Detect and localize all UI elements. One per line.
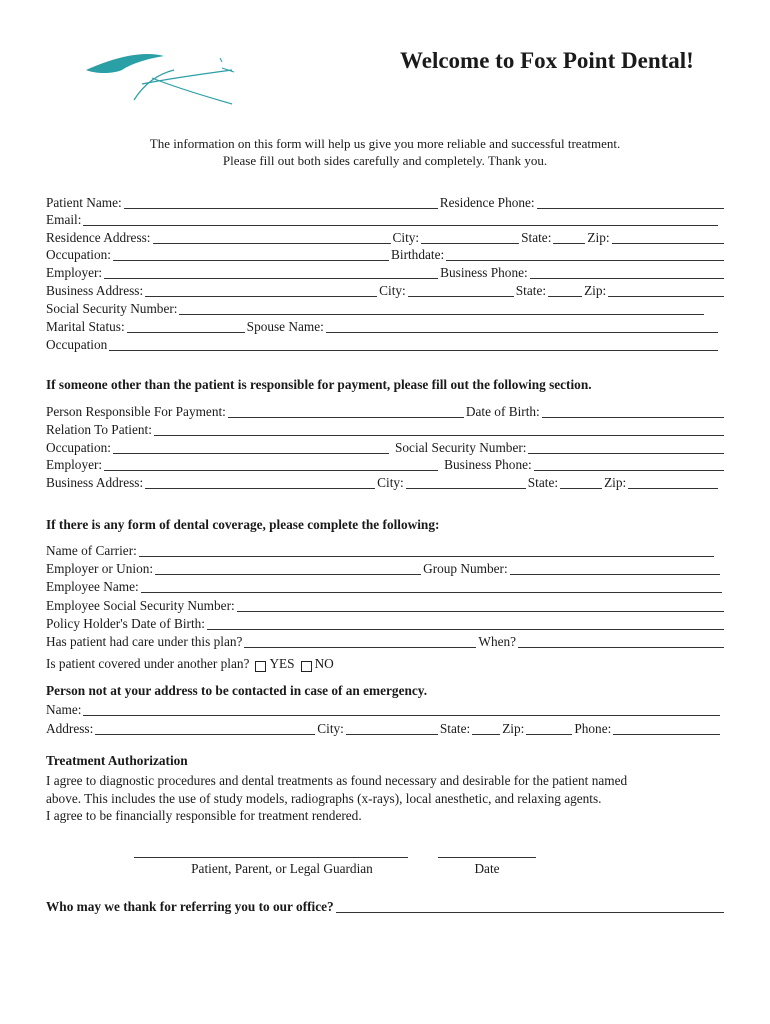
coverage-heading: If there is any form of dental coverage, please complete the following: (46, 517, 440, 532)
emergency-city-field[interactable] (346, 722, 438, 735)
residence-address-label: Residence Address: (46, 230, 151, 245)
relation-field[interactable] (154, 423, 724, 436)
business-city-field[interactable] (408, 284, 514, 297)
signature-label: Patient, Parent, or Legal Guardian (191, 861, 373, 876)
coverage-row-7 (46, 655, 726, 672)
residence-phone-field[interactable] (537, 196, 724, 209)
birthdate-label: Birthdate: (391, 247, 445, 262)
patient-row-5 (46, 264, 726, 281)
yes-label: YES (269, 656, 295, 671)
responsible-zip-field[interactable] (628, 476, 718, 489)
emergency-zip-label: Zip: (502, 721, 525, 736)
business-phone-field[interactable] (530, 266, 724, 279)
employer-label: Employer: (46, 265, 103, 280)
intro-line-2: Please fill out both sides carefully and completely. Thank you. (222, 153, 548, 168)
responsible-row-4 (46, 456, 726, 473)
spouse-name-label: Spouse Name: (246, 319, 324, 334)
coverage-row-5 (46, 615, 726, 632)
email-label: Email: (46, 212, 82, 227)
responsible-heading: If someone other than the patient is responsible for payment, please fill out the following section. (46, 377, 592, 392)
yes-checkbox[interactable] (255, 661, 266, 672)
patient-row-3 (46, 229, 726, 246)
spouse-occupation-field[interactable] (109, 338, 718, 351)
authorization-line-3: I agree to be financially responsible for treatment rendered. (46, 808, 362, 823)
state-label: State: (521, 230, 552, 245)
employee-name-field[interactable] (141, 580, 722, 593)
marital-status-field[interactable] (127, 320, 245, 333)
referral-row (46, 898, 726, 915)
patient-row-8 (46, 318, 726, 335)
holder-dob-label: Policy Holder's Date of Birth: (46, 616, 205, 631)
patient-name-field[interactable] (124, 196, 438, 209)
business-phone-label: Business Phone: (440, 265, 528, 280)
residence-phone-label: Residence Phone: (439, 195, 535, 210)
emergency-heading: Person not at your address to be contacted in case of an emergency. (46, 683, 428, 698)
emergency-phone-field[interactable] (613, 722, 720, 735)
emergency-row-1 (46, 701, 726, 718)
emergency-state-label: State: (439, 721, 471, 736)
had-care-field[interactable] (244, 635, 476, 648)
business-state-field[interactable] (548, 284, 582, 297)
responsible-zip-label: Zip: (604, 475, 627, 490)
carrier-label: Name of Carrier: (46, 543, 137, 558)
patient-row-6 (46, 282, 726, 299)
responsible-city-field[interactable] (406, 476, 526, 489)
state-field[interactable] (553, 231, 585, 244)
emergency-row-2 (46, 720, 726, 737)
ssn-field[interactable] (179, 302, 704, 315)
no-label: NO (314, 656, 334, 671)
coverage-row-1 (46, 542, 726, 559)
responsible-ssn-label: Social Security Number: (395, 440, 527, 455)
patient-row-2 (46, 211, 726, 228)
ssn-label: Social Security Number: (46, 301, 178, 316)
holder-dob-field[interactable] (207, 617, 724, 630)
patient-row-9 (46, 336, 726, 353)
responsible-employer-field[interactable] (104, 458, 438, 471)
intro-line-1: The information on this form will help us give you more reliable and successful treatment. (149, 136, 621, 151)
coverage-row-4 (46, 597, 726, 614)
no-checkbox[interactable] (301, 661, 312, 672)
responsible-business-address-field[interactable] (145, 476, 375, 489)
responsible-dob-field[interactable] (542, 405, 724, 418)
carrier-field[interactable] (139, 544, 714, 557)
referral-field[interactable] (336, 900, 724, 913)
patient-row-4 (46, 246, 726, 263)
responsible-row-5 (46, 474, 726, 491)
patient-row-1 (46, 194, 726, 211)
responsible-row-2 (46, 421, 726, 438)
responsible-ssn-field[interactable] (528, 441, 724, 454)
other-plan-label: Is patient covered under another plan? (46, 656, 250, 671)
authorization-line-2: above. This includes the use of study models, radiographs (x-rays), local anesthetic, and relaxing agents. (46, 790, 602, 806)
date-label: Date (474, 861, 500, 876)
fox-point-logo (82, 44, 242, 114)
authorization-heading: Treatment Authorization (46, 753, 188, 768)
occupation-field[interactable] (113, 248, 389, 261)
employee-ssn-label: Employee Social Security Number: (46, 598, 235, 613)
business-address-label: Business Address: (46, 283, 144, 298)
employer-union-label: Employer or Union: (46, 561, 154, 576)
spouse-occupation-label: Occupation (46, 337, 108, 352)
employee-name-label: Employee Name: (46, 579, 139, 594)
responsible-state-label: State: (527, 475, 559, 490)
employee-ssn-field[interactable] (237, 599, 724, 612)
emergency-zip-field[interactable] (526, 722, 572, 735)
coverage-row-2 (46, 560, 726, 577)
emergency-state-field[interactable] (472, 722, 500, 735)
business-zip-label: Zip: (584, 283, 607, 298)
responsible-occupation-field[interactable] (113, 441, 389, 454)
emergency-city-label: City: (317, 721, 344, 736)
coverage-row-6 (46, 633, 726, 650)
business-zip-field[interactable] (608, 284, 724, 297)
city-label: City: (392, 230, 420, 245)
city-field[interactable] (421, 231, 519, 244)
employer-union-field[interactable] (155, 562, 421, 575)
person-responsible-label: Person Responsible For Payment: (46, 404, 226, 419)
zip-label: Zip: (587, 230, 610, 245)
emergency-phone-label: Phone: (574, 721, 612, 736)
page-title: Welcome to Fox Point Dental! (400, 48, 694, 73)
responsible-row-1 (46, 403, 726, 420)
email-field[interactable] (83, 213, 718, 226)
responsible-occupation-label: Occupation: (46, 440, 111, 455)
coverage-row-3 (46, 578, 726, 595)
person-responsible-field[interactable] (228, 405, 464, 418)
responsible-business-phone-field[interactable] (534, 458, 724, 471)
responsible-state-field[interactable] (560, 476, 602, 489)
relation-label: Relation To Patient: (46, 422, 152, 437)
date-field[interactable] (438, 856, 536, 858)
spouse-name-field[interactable] (326, 320, 718, 333)
occupation-label: Occupation: (46, 247, 111, 262)
residence-address-field[interactable] (153, 231, 391, 244)
group-number-label: Group Number: (423, 561, 508, 576)
patient-row-7 (46, 300, 726, 317)
employer-field[interactable] (104, 266, 438, 279)
responsible-business-phone-label: Business Phone: (444, 457, 532, 472)
emergency-address-label: Address: (46, 721, 94, 736)
responsible-business-address-label: Business Address: (46, 475, 144, 490)
responsible-row-3 (46, 439, 726, 456)
emergency-name-field[interactable] (83, 703, 720, 716)
responsible-city-label: City: (377, 475, 404, 490)
business-city-label: City: (379, 283, 406, 298)
birthdate-field[interactable] (446, 248, 724, 261)
referral-label: Who may we thank for referring you to our office? (46, 899, 334, 914)
group-number-field[interactable] (510, 562, 720, 575)
had-care-label: Has patient had care under this plan? (46, 634, 243, 649)
zip-field[interactable] (612, 231, 724, 244)
emergency-address-field[interactable] (95, 722, 315, 735)
responsible-dob-label: Date of Birth: (465, 404, 540, 419)
when-label: When? (478, 634, 517, 649)
when-field[interactable] (518, 635, 724, 648)
patient-name-label: Patient Name: (46, 195, 122, 210)
authorization-line-1: I agree to diagnostic procedures and dental treatments as found necessary and desirable for the patient named (46, 773, 628, 788)
signature-field[interactable] (134, 856, 408, 858)
responsible-employer-label: Employer: (46, 457, 103, 472)
authorization-text (46, 772, 736, 825)
emergency-name-label: Name: (46, 702, 82, 717)
business-address-field[interactable] (145, 284, 377, 297)
business-state-label: State: (515, 283, 547, 298)
marital-status-label: Marital Status: (46, 319, 125, 334)
